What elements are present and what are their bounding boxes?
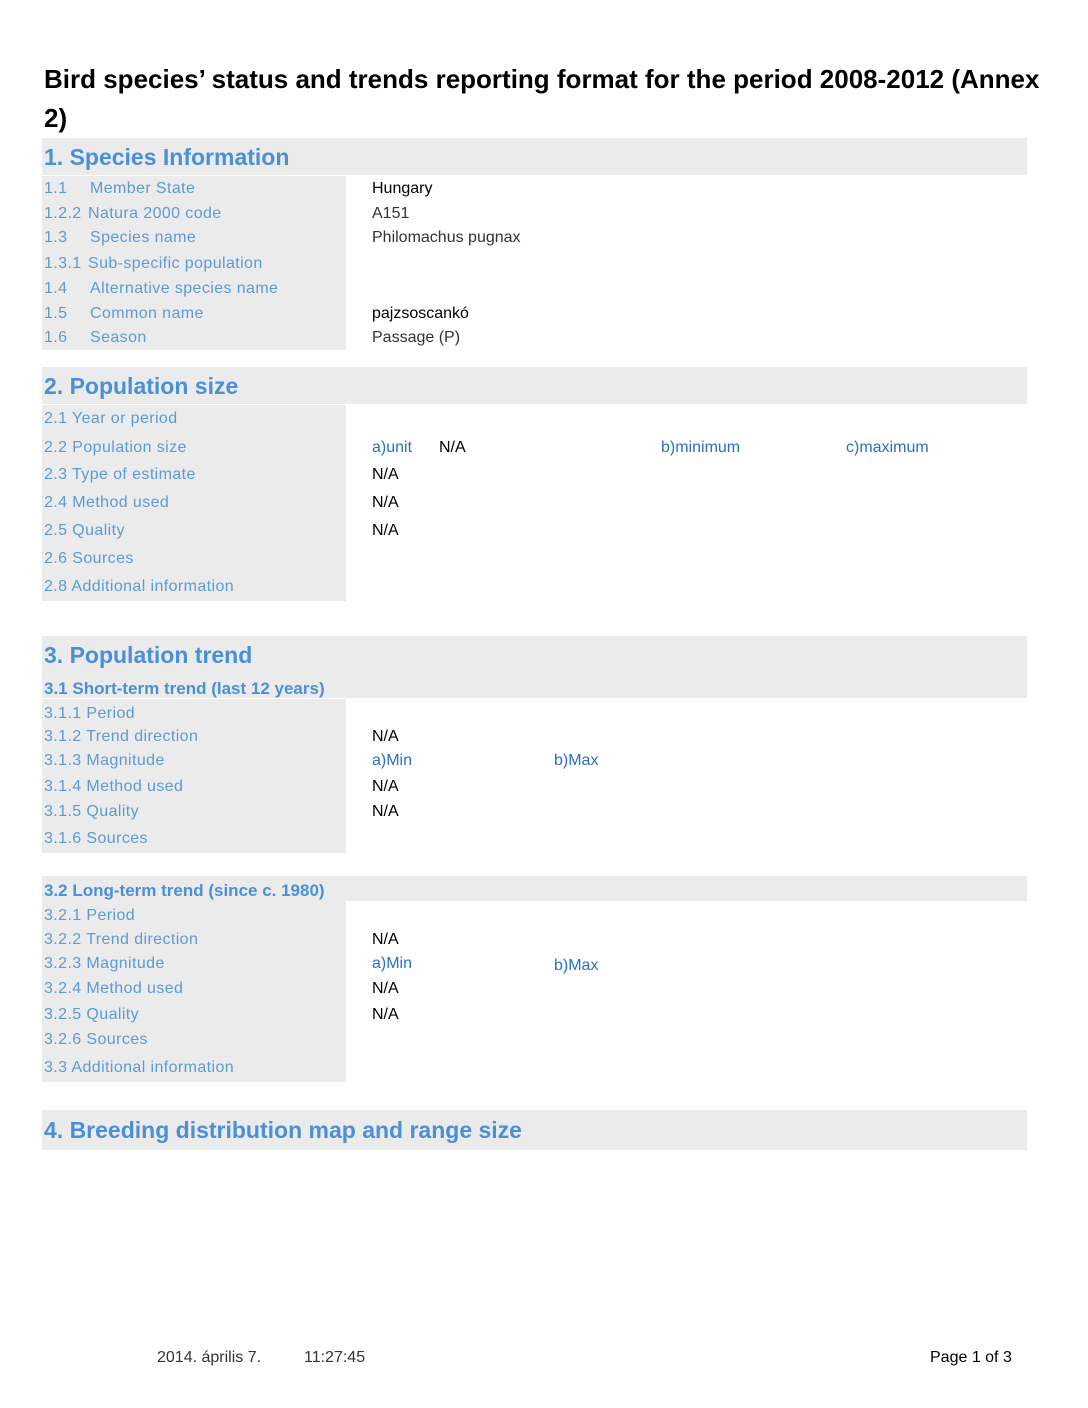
short-period-label: 3.1.1 Period [44,705,136,722]
short-sources-label: 3.1.6 Sources [44,830,148,847]
row-label-year-period: 2.1 Year or period [44,410,178,427]
row-label-season: Season [90,329,147,346]
row-value-natura-code: A151 [372,205,410,222]
footer-page-number: Page 1 of 3 [930,1349,1012,1366]
maximum-label: c)maximum [846,439,929,456]
unit-value: N/A [439,439,466,456]
row-value-method-used: N/A [372,494,399,511]
row-label-sources: 2.6 Sources [44,550,134,567]
long-max-label: b)Max [554,957,599,974]
row-num-common-name: 1.5 [44,305,68,322]
row-label-species-name: Species name [90,229,197,246]
row-num-alt-name: 1.4 [44,280,68,297]
section-3-heading: 3. Population trend [44,642,253,668]
footer-date: 2014. április 7. [157,1349,262,1366]
row-value-species-name: Philomachus pugnax [372,229,521,246]
section-4-heading: 4. Breeding distribution map and range size [44,1117,522,1143]
row-num-species-name: 1.3 [44,229,68,246]
row-label-member-state: Member State [90,180,196,197]
row-num-subspecific: 1.3.1 [44,255,82,272]
short-magnitude-label: 3.1.3 Magnitude [44,752,165,769]
section-1-heading: 1. Species Information [44,144,290,170]
short-trend-direction-label: 3.1.2 Trend direction [44,728,199,745]
unit-label: a)unit [372,439,413,456]
short-min-label: a)Min [372,752,413,769]
trend-additional-info-label: 3.3 Additional information [44,1059,235,1076]
row-label-method-used: 2.4 Method used [44,494,170,511]
minimum-label: b)minimum [661,439,741,456]
row-num-member-state: 1.1 [44,180,68,197]
row-label-quality: 2.5 Quality [44,522,125,539]
row-label-population-size: 2.2 Population size [44,439,187,456]
row-value-member-state: Hungary [372,180,433,197]
row-label-type-estimate: 2.3 Type of estimate [44,466,196,483]
section-2-heading: 2. Population size [44,373,239,399]
short-method-value: N/A [372,778,399,795]
short-term-heading: 3.1 Short-term trend (last 12 years) [44,679,325,698]
long-quality-value: N/A [372,1006,399,1023]
row-label-common-name: Common name [90,305,204,322]
long-quality-label: 3.2.5 Quality [44,1006,140,1023]
long-magnitude-label: 3.2.3 Magnitude [44,955,165,972]
long-trend-direction-label: 3.2.2 Trend direction [44,931,199,948]
short-method-label: 3.1.4 Method used [44,778,184,795]
long-method-label: 3.2.4 Method used [44,980,184,997]
short-trend-direction-value: N/A [372,728,399,745]
short-quality-value: N/A [372,803,399,820]
footer-time: 11:27:45 [304,1349,366,1366]
row-label-natura-code: Natura 2000 code [88,205,222,222]
short-quality-label: 3.1.5 Quality [44,803,140,820]
row-value-season: Passage (P) [372,329,461,346]
row-num-natura-code: 1.2.2 [44,205,82,222]
row-value-quality: N/A [372,522,399,539]
long-min-label: a)Min [372,955,413,972]
long-sources-label: 3.2.6 Sources [44,1031,148,1048]
long-period-label: 3.2.1 Period [44,907,136,924]
row-num-season: 1.6 [44,329,68,346]
row-value-common-name: pajzsoscankó [372,305,469,322]
long-method-value: N/A [372,980,399,997]
row-value-type-estimate: N/A [372,466,399,483]
long-trend-direction-value: N/A [372,931,399,948]
row-label-subspecific: Sub-specific population [88,255,263,272]
long-term-heading: 3.2 Long-term trend (since c. 1980) [44,881,325,900]
short-max-label: b)Max [554,752,599,769]
row-label-additional-info: 2.8 Additional information [44,578,235,595]
document-title: Bird species’ status and trends reporting format for the period 2008-2012 (Annex 2) [44,64,1040,133]
row-label-alt-name: Alternative species name [90,280,279,297]
